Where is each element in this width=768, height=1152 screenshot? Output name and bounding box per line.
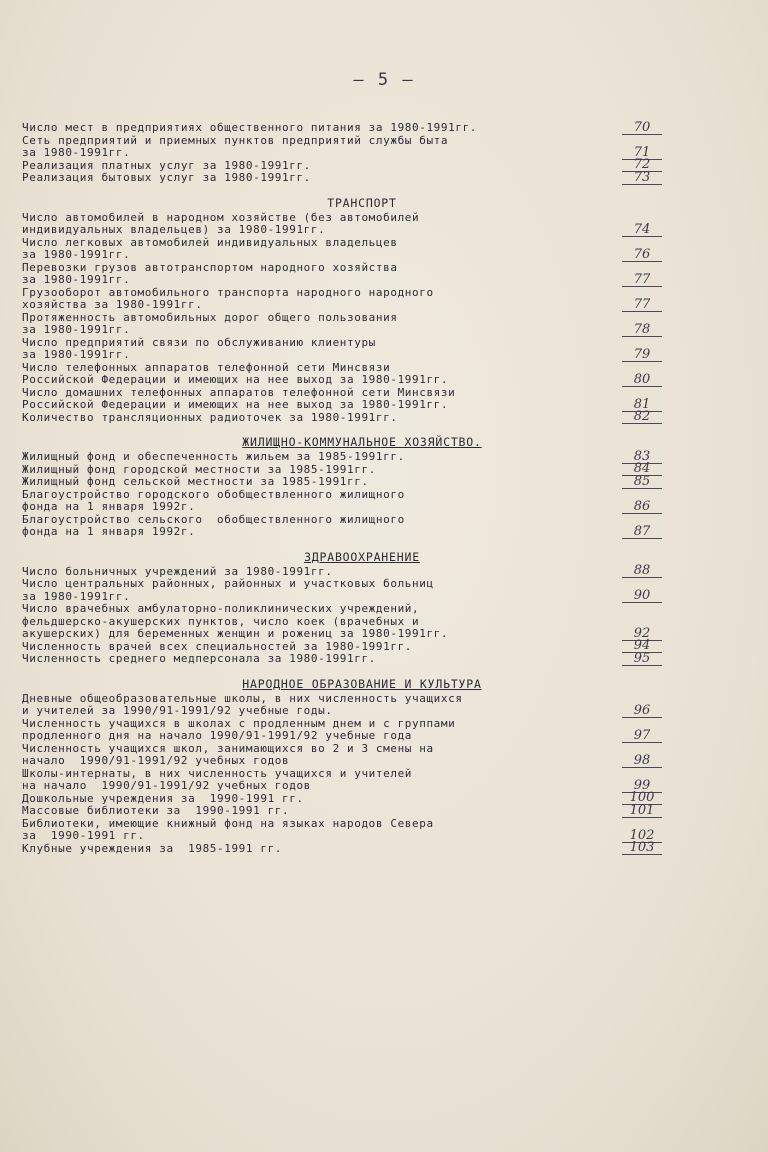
entry-title: Сеть предприятий и приемных пунктов предприятий службы быта за 1980-1991гг. xyxy=(22,133,449,159)
entry-page-number: 86 xyxy=(622,500,662,514)
entry-page-number: 102 xyxy=(622,829,662,843)
entry-title: Число телефонных аппаратов телефонной сети Минсвязи Российской Федерации и имеющих на нее выход за 1980-1991гг. xyxy=(22,360,449,386)
entry-title: Грузооборот автомобильного транспорта народного народного хозяйства за 1980-1991гг. xyxy=(22,285,434,311)
toc-entry xyxy=(22,135,662,160)
section-title: ЖИЛИЩНО-КОММУНАЛЬНОЕ ХОЗЯЙСТВО. xyxy=(242,435,482,449)
toc-entry xyxy=(22,212,662,237)
entry-page-number: 103 xyxy=(622,841,662,855)
toc-entry xyxy=(22,312,662,337)
entry-title: Число автомобилей в народном хозяйстве (без автомобилей индивидуальных владельцев) за 1980-1991гг. xyxy=(22,210,420,236)
entry-title: Численность врачей всех специальностей за 1980-1991гг. xyxy=(22,639,413,653)
entry-page-number: 81 xyxy=(622,398,662,412)
toc-entry xyxy=(22,489,662,514)
toc-entry xyxy=(22,448,662,464)
entry-title: Клубные учреждения за 1985-1991 гг. xyxy=(22,841,283,855)
toc-entry xyxy=(22,650,662,666)
entry-page-number: 88 xyxy=(622,564,662,578)
section-title: ЗДРАВООХРАНЕНИЕ xyxy=(304,549,420,564)
entry-title: Благоустройство сельского обобществленного жилищного фонда на 1 января 1992г. xyxy=(22,512,405,538)
entry-page-number: 85 xyxy=(622,475,662,489)
toc-entry xyxy=(22,169,662,185)
toc-entry xyxy=(22,119,662,135)
entry-page-number: 79 xyxy=(622,348,662,362)
entry-title: Дошкольные учреждения за 1990-1991 гг. xyxy=(22,791,304,805)
toc-entry xyxy=(22,362,662,387)
toc-entry xyxy=(22,262,662,287)
entry-page-number: 80 xyxy=(622,373,662,387)
entry-page-number: 95 xyxy=(622,652,662,666)
toc-entry xyxy=(22,387,662,412)
entry-page-number: 101 xyxy=(622,804,662,818)
entry-title: Количество трансляционных радиоточек за 1980-1991гг. xyxy=(22,410,398,424)
toc-section xyxy=(22,119,662,185)
entry-page-number: 82 xyxy=(622,410,662,424)
toc-entry xyxy=(22,743,662,768)
entry-page-number: 76 xyxy=(622,248,662,262)
entry-title: Благоустройство городского обобществленного жилищного фонда на 1 января 1992г. xyxy=(22,487,405,513)
table-of-contents xyxy=(22,119,662,866)
entry-page-number: 77 xyxy=(622,273,662,287)
toc-entry xyxy=(22,818,662,843)
toc-entry xyxy=(22,473,662,489)
entry-title: Дневные общеобразовательные школы, в них численность учащихся и учителей за 1990/91-1991/92 учебные годы. xyxy=(22,691,463,717)
entry-page-number: 73 xyxy=(622,171,662,185)
entry-page-number: 96 xyxy=(622,704,662,718)
entry-title: Библиотеки, имеющие книжный фонд на языках народов Севера за 1990-1991 гг. xyxy=(22,816,434,842)
entry-title: Число врачебных амбулаторно-поликлинических учреждений, фельдшерско-акушерских пунктов, число коек (врачебных и акушерских) для беременных женщин и рожениц за 1980-1991гг. xyxy=(22,602,449,640)
toc-section xyxy=(22,550,662,666)
entry-title: Численность учащихся школ, занимающихся во 2 и 3 смены на начало 1990/91-1991/92 учебных годов xyxy=(22,741,434,767)
entry-title: Перевозки грузов автотранспортом народного хозяйства за 1980-1991гг. xyxy=(22,260,398,286)
entry-page-number: 77 xyxy=(622,298,662,312)
toc-entry xyxy=(22,802,662,818)
entry-page-number: 71 xyxy=(622,146,662,160)
toc-entry xyxy=(22,768,662,793)
entry-title: Жилищный фонд и обеспеченность жильем за 1985-1991гг. xyxy=(22,450,405,463)
toc-entry xyxy=(22,287,662,312)
toc-entry xyxy=(22,337,662,362)
entry-title: Протяженность автомобильных дорог общего пользования за 1980-1991гг. xyxy=(22,310,398,336)
entry-title: Реализация бытовых услуг за 1980-1991гг. xyxy=(22,171,311,184)
entry-title: Школы-интернаты, в них численность учащихся и учителей на начало 1990/91-1991/92 учебных годов xyxy=(22,766,413,792)
entry-title: Реализация платных услуг за 1980-1991гг. xyxy=(22,158,311,172)
toc-entry xyxy=(22,693,662,718)
entry-page-number: 84 xyxy=(622,462,662,476)
section-title: НАРОДНОЕ ОБРАЗОВАНИЕ И КУЛЬТУРА xyxy=(242,676,482,691)
entry-page-number: 92 xyxy=(622,627,662,641)
entry-title: Число легковых автомобилей индивидуальных владельцев за 1980-1991гг. xyxy=(22,235,398,261)
toc-entry xyxy=(22,603,662,641)
entry-title: Массовые библиотеки за 1990-1991 гг. xyxy=(22,804,290,817)
entry-title: Число предприятий связи по обслуживанию клиентуры за 1980-1991гг. xyxy=(22,335,376,361)
entry-title: Жилищный фонд городской местности за 1985-1991гг. xyxy=(22,462,376,476)
entry-page-number: 90 xyxy=(622,589,662,603)
toc-entry xyxy=(22,840,662,856)
entry-page-number: 74 xyxy=(622,223,662,237)
entry-page-number: 72 xyxy=(622,158,662,172)
entry-page-number: 70 xyxy=(622,121,662,135)
entry-title: Число домашних телефонных аппаратов телефонной сети Минсвязи Российской Федерации и имеющих на нее выход за 1980-1991гг. xyxy=(22,385,456,411)
toc-section xyxy=(22,196,662,425)
entry-title: Число мест в предприятиях общественного питания за 1980-1991гг. xyxy=(22,121,478,134)
entry-page-number: 87 xyxy=(622,525,662,539)
entry-page-number: 83 xyxy=(622,450,662,464)
entry-page-number: 99 xyxy=(622,779,662,793)
entry-title: Число больничных учреждений за 1980-1991гг. xyxy=(22,564,333,578)
entry-page-number: 97 xyxy=(622,729,662,743)
toc-entry xyxy=(22,514,662,539)
toc-entry xyxy=(22,578,662,603)
page-number: — 5 — xyxy=(353,70,415,90)
entry-title: Численность среднего медперсонала за 1980-1991гг. xyxy=(22,652,376,665)
toc-section xyxy=(22,677,662,856)
entry-page-number: 98 xyxy=(622,754,662,768)
entry-title: Численность учащихся в школах с продленным днем и с группами продленного дня на начало 1990/91-1991/92 учебные года xyxy=(22,716,456,742)
toc-section xyxy=(22,435,662,539)
entry-title: Число центральных районных, районных и участковых больниц за 1980-1991гг. xyxy=(22,577,434,603)
toc-entry xyxy=(22,237,662,262)
entry-page-number: 78 xyxy=(622,323,662,337)
section-title: ТРАНСПОРТ xyxy=(327,195,397,210)
entry-title: Жилищный фонд сельской местности за 1985-1991гг. xyxy=(22,475,369,488)
toc-entry xyxy=(22,718,662,743)
entry-page-number: 94 xyxy=(622,639,662,653)
entry-page-number: 100 xyxy=(622,791,662,805)
toc-entry xyxy=(22,409,662,425)
